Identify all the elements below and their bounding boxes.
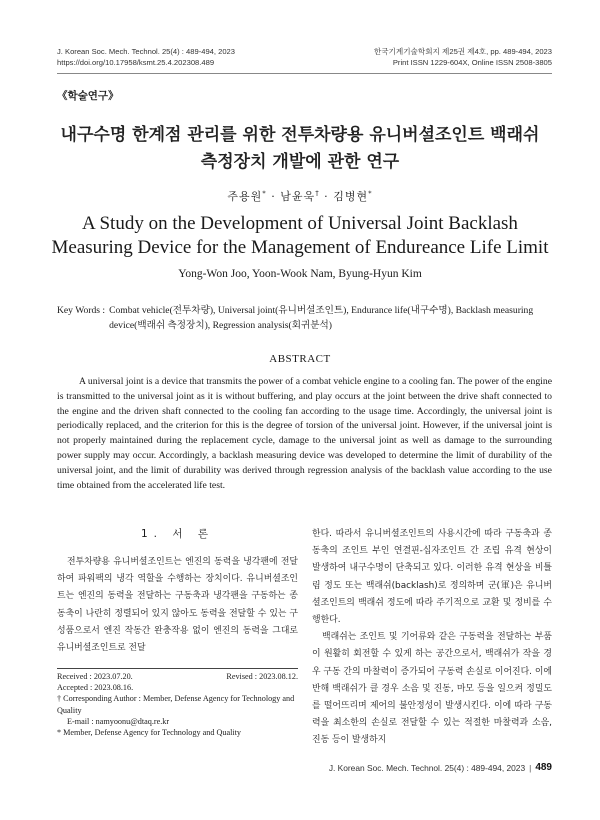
intro-paragraph-3: 백래쉬는 조인트 및 기어류와 같은 구동력을 전달하는 부품이 원활히 회전할 수 있게 하는 공간으로서, 백래쉬가 작을 경우 구동 간의 마찰력이 증가되어 구동력 손실로 이어진다. 이에 반해 백래쉬가 클 경우 소음 및 진동, 마모 등을 일으켜 정밀도를 떨어뜨리며 제어의 불안정성이 발생시킨다. 이에 따라 구동력을 최소한의 손실로 전달할 수 있는 적절한 마찰력과 소음, 진동 등이 발생하지 xyxy=(312,632,552,746)
footer-separator: | xyxy=(529,762,532,773)
title-korean xyxy=(40,122,560,176)
received-date: Received : 2023.07.20. xyxy=(57,672,133,681)
accepted-date: Accepted : 2023.08.16. xyxy=(57,683,134,693)
footnotes xyxy=(57,671,298,738)
author-3: 김병현 xyxy=(333,190,369,203)
author-3-mark: * xyxy=(368,189,373,198)
intro-paragraph-2: 한다. 따라서 유니버셜조인트의 사용시간에 따라 구동축과 종동축의 조인트 부인 연결핀-십자조인트 간 조립 유격 현상이 발생하여 내구수명이 단축되고 있다. 이러한 유격 현상을 비틀림 정도 또는 백래쉬(backlash)로 정의하며 군(軍)은 유니버셜조인트의 백래쉬 정도에 따라 주기적으로 교환 및 정비를 수행한다. xyxy=(312,529,552,626)
header-right xyxy=(374,46,552,68)
section-heading-introduction: 1. 서 론 xyxy=(141,528,214,540)
corresponding-author: † Corresponding Author : Member, Defense Agency for Technology and Quality xyxy=(57,694,295,715)
title-korean-line-2: 측정장치 개발에 관한 연구 xyxy=(200,152,400,172)
header-left xyxy=(57,46,235,68)
header-divider xyxy=(57,73,552,74)
intro-paragraph-1: 전투차량용 유니버셜조인트는 엔진의 동력을 냉각팬에 전달하여 파워팩의 냉각 역할을 수행하는 장치이다. 유니버셜조인트는 엔진의 동력을 전달하는 구동축과 냉각팬을 구동하는 종동축이 나란히 정렬되어 있지 않아도 동력을 전달할 수 있는 구성품으로서 엔진 작동간 완충작용 없이 엔진의 동력을 그대로 유니버셜조인트로 전달 xyxy=(57,557,298,654)
author-1-mark: * xyxy=(262,189,267,198)
page-number: 489 xyxy=(535,762,552,773)
doi-link[interactable]: https://doi.org/10.17958/ksmt.25.4.202308.489 xyxy=(57,58,215,67)
title-english-line-2: Measuring Device for the Management of Endureance Life Limit xyxy=(51,237,549,258)
page-footer xyxy=(329,762,552,773)
footnote-dates xyxy=(57,671,298,682)
member-affiliation: * Member, Defense Agency for Technology and Quality xyxy=(57,728,242,738)
author-separator: · xyxy=(266,190,281,203)
issn: Print ISSN 1229-604X, Online ISSN 2508-3805 xyxy=(392,58,552,67)
title-korean-line-1: 내구수명 한계점 관리를 위한 전투차량용 유니버셜조인트 백래쉬 xyxy=(60,125,540,145)
revised-date: Revised : 2023.08.12. xyxy=(226,672,298,681)
column-left xyxy=(57,526,298,657)
authors-korean xyxy=(0,188,600,204)
journal-citation-ko: 한국기계기술학회지 제25권 제4호, pp. 489-494, 2023 xyxy=(373,47,552,56)
author-2-mark: † xyxy=(315,189,320,198)
column-right xyxy=(312,526,552,750)
author-2: 남윤욱 xyxy=(280,190,316,203)
keywords xyxy=(57,303,552,333)
journal-citation: J. Korean Soc. Mech. Technol. 25(4) : 489-494, 2023 xyxy=(57,47,235,56)
authors-english: Yong-Won Joo, Yoon-Wook Nam, Byung-Hyun Kim xyxy=(178,268,422,280)
keywords-label: Key Words : xyxy=(57,305,106,316)
abstract-title: ABSTRACT xyxy=(269,353,331,365)
footnote-divider xyxy=(57,668,298,669)
title-english-line-1: A Study on the Development of Universal Joint Backlash xyxy=(82,213,518,234)
abstract-body: A universal joint is a device that transmits the power of a combat vehicle engine to a cooling fan. The power of the engine is transmitted to the universal joint as it is without buffering, and play occurs at the joint between the drive shaft connected to the engine and the driven shaft connected to the cooling fan according to the usage time. Accordingly, the universal joint is periodically replaced, and the criterion for this is the degree of torsion of the universal joint. However, if the universal joint is not properly maintained during the replacement cycle, damage to the universal joint as well as damage to the surrounding power supply may occur. Accordingly, a backlash measuring device was developed to determine the limit of durability of the universal joint, and the limit of durability was derived through regression analysis of the backlash value according to the use time obtained from the accelerated life test. xyxy=(57,376,552,491)
section-tag: 《학술연구》 xyxy=(57,90,119,102)
author-separator: · xyxy=(319,190,334,203)
footer-citation: J. Korean Soc. Mech. Technol. 25(4) : 489-494, 2023 xyxy=(328,762,526,773)
email: E-mail : namyoonu@dtaq.re.kr xyxy=(67,716,170,726)
author-1: 주용원 xyxy=(227,190,263,203)
title-english xyxy=(30,212,570,260)
keywords-text: Combat vehicle(전투차량), Universal joint(유니버셜조인트), Endurance life(내구수명), Backlash measuring device(백래쉬 측정장치), Regression analysis(회귀분석) xyxy=(109,305,534,331)
